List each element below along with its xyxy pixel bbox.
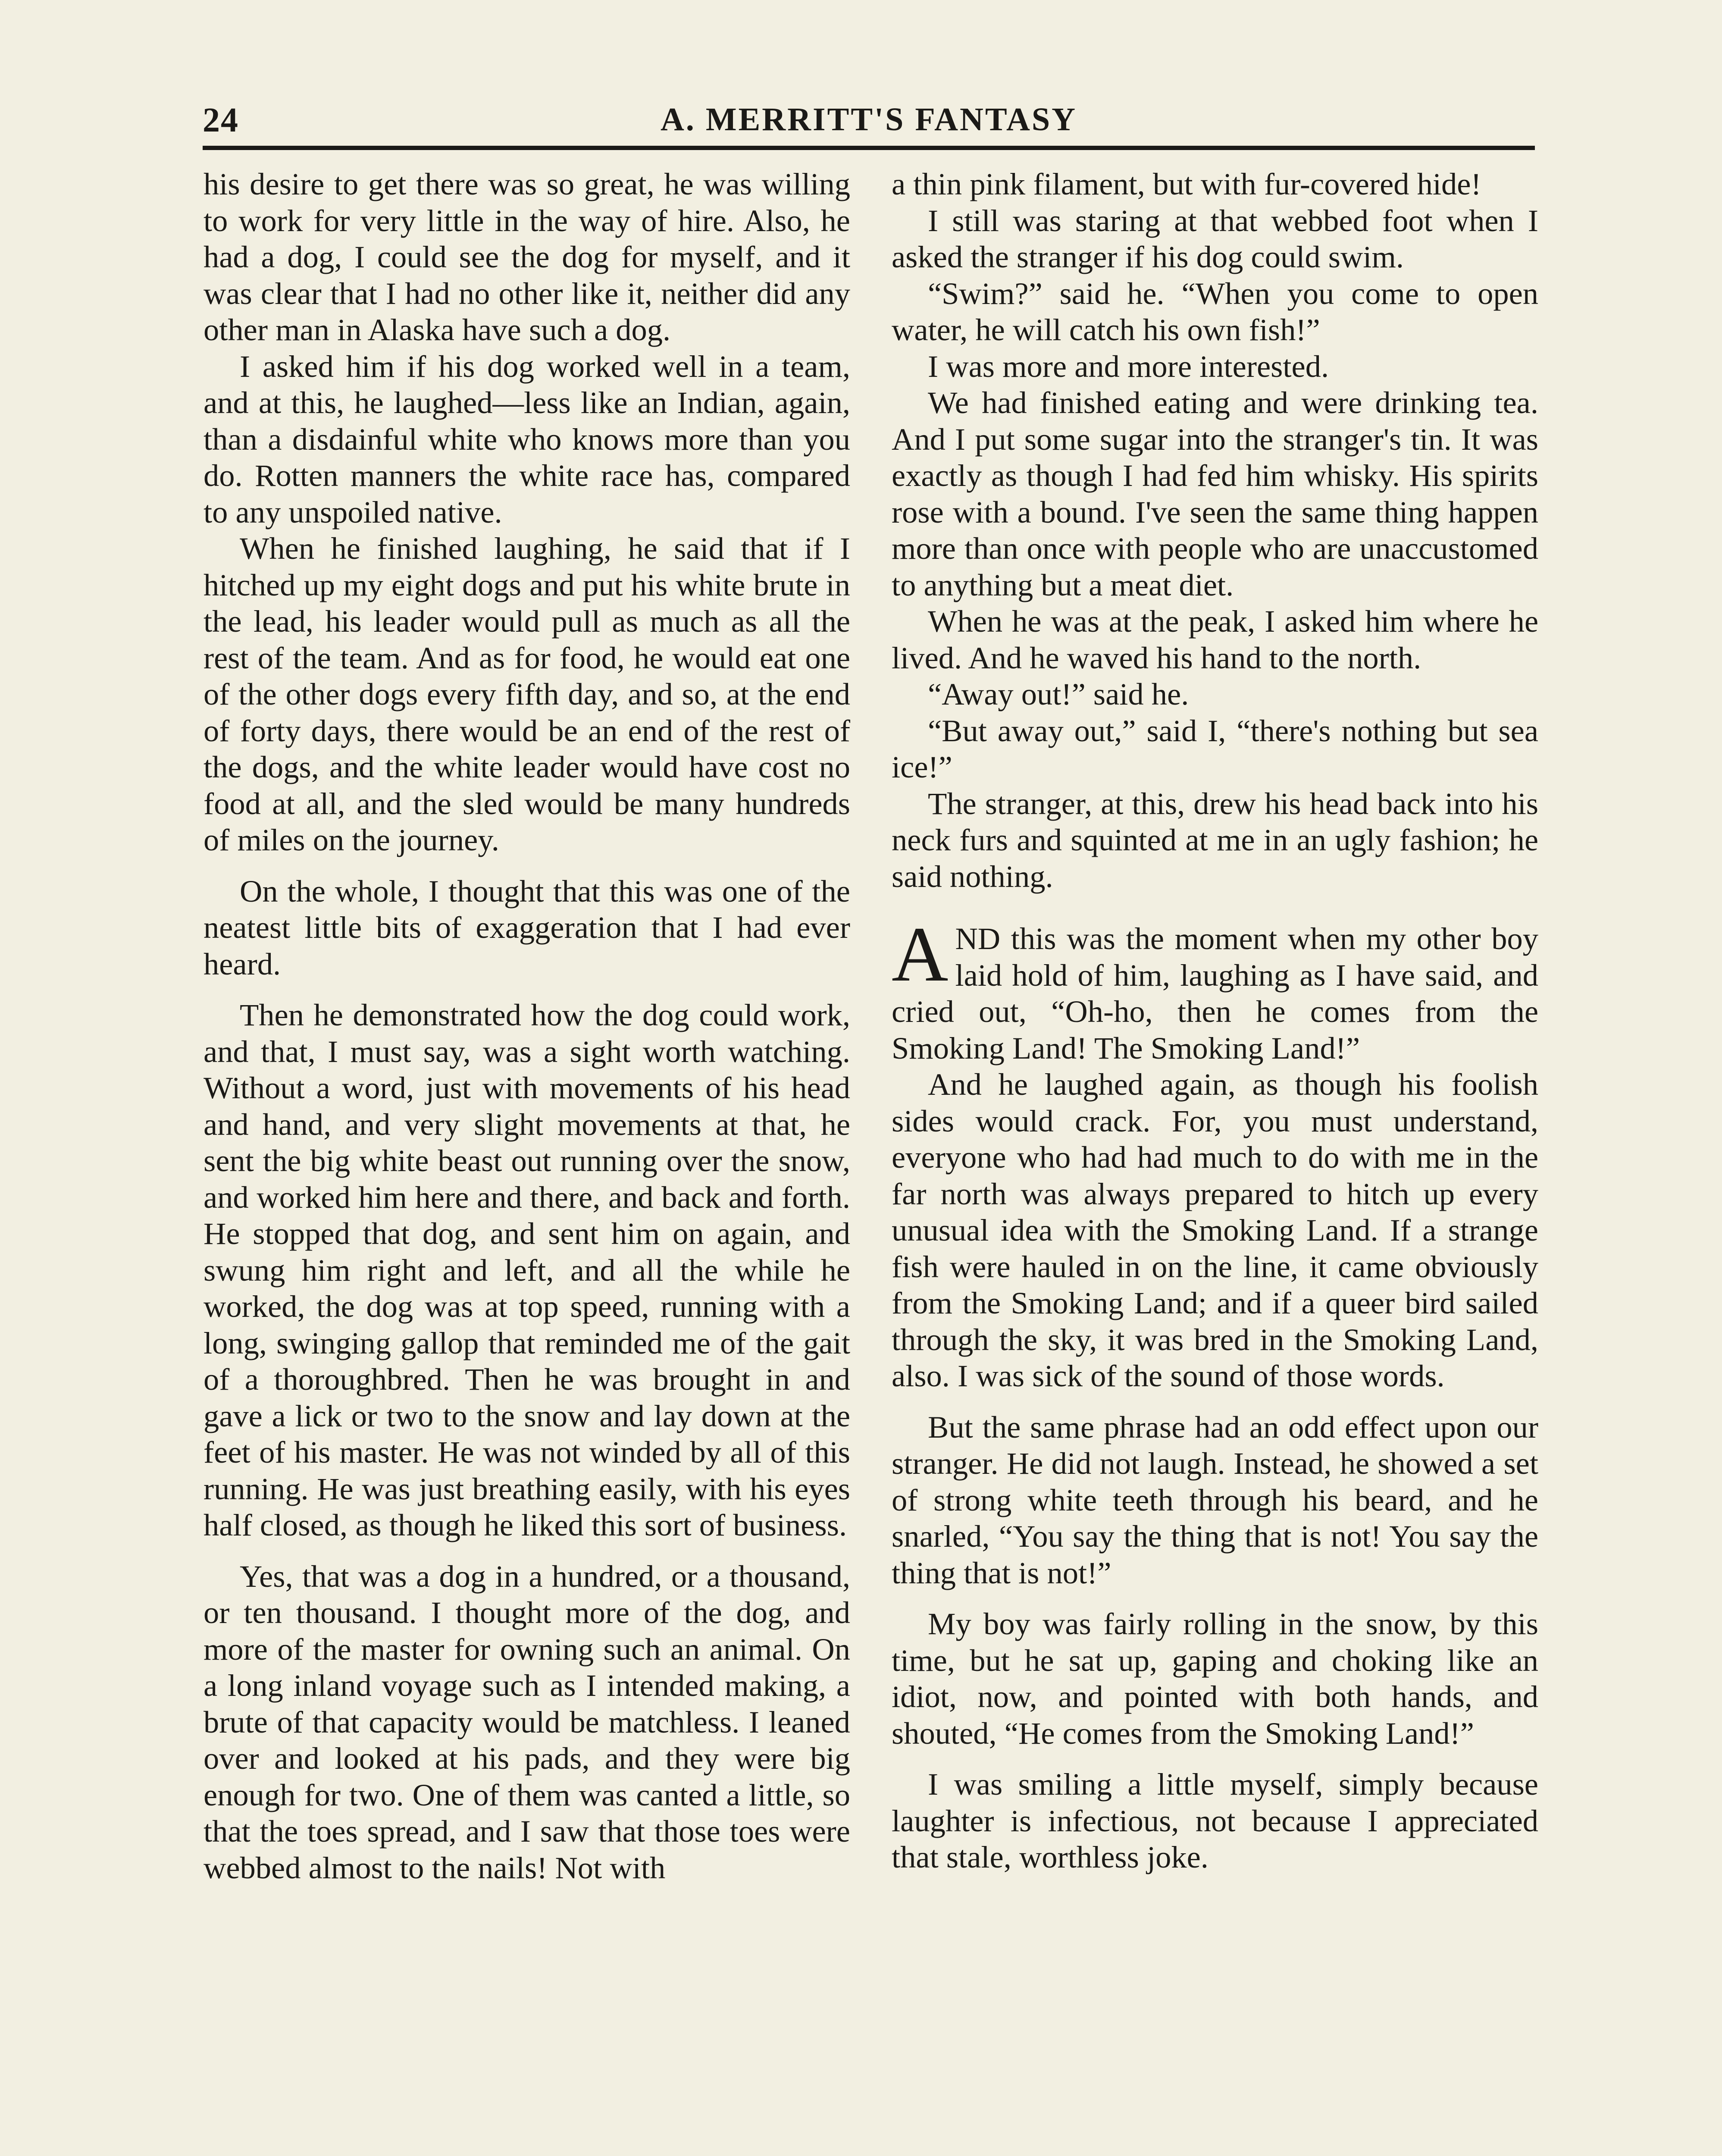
paragraph: “Swim?” said he. “When you come to open water, he will catch his own fish!” [892, 276, 1538, 347]
section-opening-text: ND this was the moment when my other boy laid hold of him, laughing as I have said, and cried out, “Oh-ho, then he comes from the Smoking Land! The Smoking Land!” [892, 921, 1538, 1065]
paragraph: “Away out!” said he. [928, 677, 1189, 711]
section-opening-paragraph [892, 911, 1538, 1066]
paragraph: On the whole, I thought that this was one of the neatest little bits of exaggeration that I had ever heard. [204, 873, 850, 981]
page-number: 24 [203, 101, 239, 139]
paragraph: The stranger, at this, drew his head back into his neck furs and squinted at me in an ugly fashion; he said nothing. [892, 786, 1538, 894]
paragraph: “But away out,” said I, “there's nothing but sea ice!” [892, 713, 1538, 784]
paragraph: Yes, that was a dog in a hundred, or a thousand, or ten thousand. I thought more of the dog, and more of the master for owning such an animal. On a long inland voyage such as I intended making, a brute of that capacity would be matchless. I leaned over and looked at his pads, and they were big enough for two. One of them was canted a little, so that the toes spread, and I saw that those toes were webbed almost to the nails! Not with [204, 1558, 850, 1885]
paragraph: I asked him if his dog worked well in a team, and at this, he laughed—less like an Indian, again, than a disdainful white who knows more than you do. Rotten manners the white race has, compared to any unspoiled native. [204, 348, 850, 530]
paragraph: We had finished eating and were drinking tea. And I put some sugar into the stranger's tin. It was exactly as though I had fed him whisky. His spirits rose with a bound. I've seen the same thing happen more than once with people who are unaccustomed to anything but a meat diet. [892, 385, 1538, 602]
right-column [892, 166, 1538, 1876]
running-head: A. MERRITT'S FANTASY [660, 101, 1077, 138]
paragraph: Then he demonstrated how the dog could work, and that, I must say, was a sight worth watching. Without a word, just with movements of his head and hand, and very slight movements at that, he sent the big white beast out running over the snow, and worked him here and there, and back and forth. He stopped that dog, and sent him on again, and swung him right and left, and all the while he worked, the dog was at top speed, running with a long, swinging gallop that reminded me of the gait of a thoroughbred. Then he was brought in and gave a lick or two to the snow and lay down at the feet of his master. He was not winded by all of this running. He was just breathing easily, with his eyes half closed, as though he liked this sort of business. [204, 997, 850, 1542]
left-column [204, 166, 850, 1886]
header-rule [203, 146, 1535, 150]
paragraph: I still was staring at that webbed foot when I asked the stranger if his dog could swim. [892, 203, 1538, 274]
paragraph: But the same phrase had an odd effect upon our stranger. He did not laugh. Instead, he showed a set of strong white teeth through his beard, and he snarled, “You say the thing that is not! You say the thing that is not!” [892, 1409, 1538, 1590]
paragraph: When he finished laughing, he said that if I hitched up my eight dogs and put his white brute in the lead, his leader would pull as much as all the rest of the team. And as for food, he would eat one of the other dogs every fifth day, and so, at the end of forty days, there would be an end of the rest of the dogs, and the white leader would have cost no food at all, and the sled would be many hundreds of miles on the journey. [204, 531, 850, 857]
paragraph: When he was at the peak, I asked him where he lived. And he waved his hand to the north. [892, 604, 1538, 675]
paragraph: I was more and more interested. [928, 348, 1329, 384]
drop-cap: A [892, 911, 949, 998]
paragraph: a thin pink filament, but with fur-covered hide! [892, 166, 1481, 201]
paragraph: I was smiling a little myself, simply because laughter is infectious, not because I appreciated that stale, worthless joke. [892, 1767, 1538, 1874]
paragraph: his desire to get there was so great, he was willing to work for very little in the way of hire. Also, he had a dog, I could see the dog for myself, and it was clear that I had no other like it, neither did any other man in Alaska have such a dog. [204, 166, 850, 347]
paragraph: My boy was fairly rolling in the snow, by this time, but he sat up, gaping and choking like an idiot, now, and pointed with both hands, and shouted, “He comes from the Smoking Land!” [892, 1606, 1538, 1751]
paragraph: And he laughed again, as though his foolish sides would crack. For, you must understand, everyone who had had much to do with me in the far north was always prepared to hitch up every unusual idea with the Smoking Land. If a strange fish were hauled in on the line, it came obviously from the Smoking Land; and if a queer bird sailed through the sky, it was bred in the Smoking Land, also. I was sick of the sound of those words. [892, 1067, 1538, 1393]
